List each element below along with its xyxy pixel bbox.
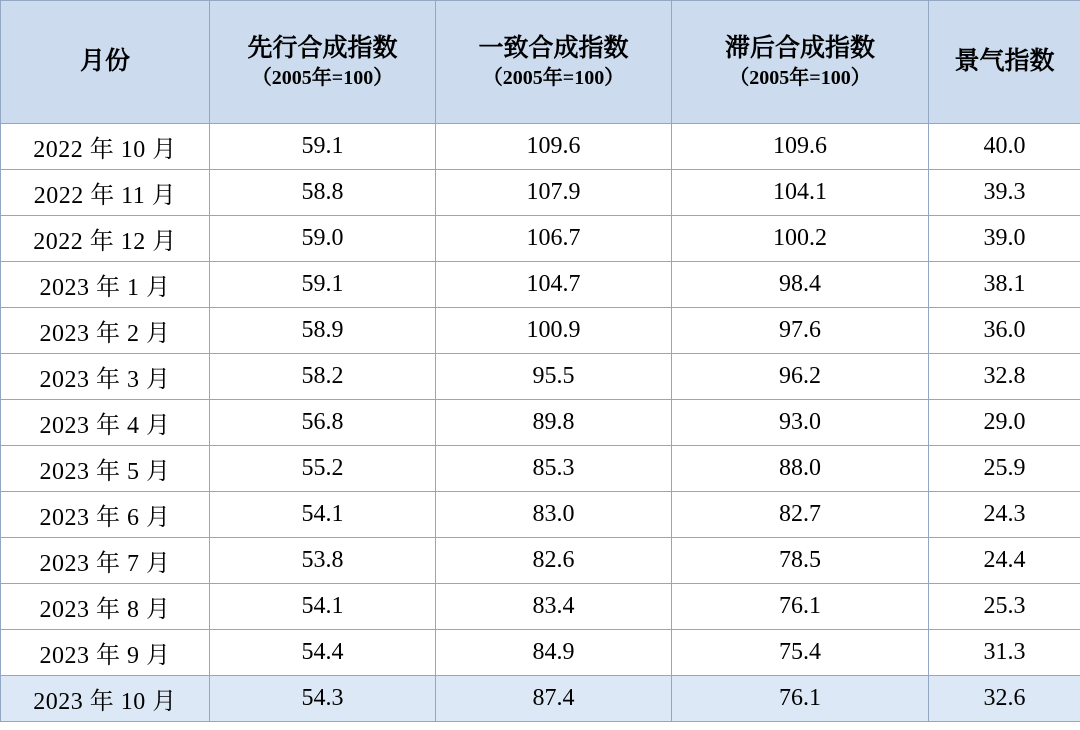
cell-month: 2023 年 10 月 <box>1 676 210 722</box>
cell-coincident-index: 84.9 <box>436 630 672 676</box>
table-row <box>1 216 1080 262</box>
cell-month: 2022 年 12 月 <box>1 216 210 262</box>
cell-leading-index: 58.9 <box>210 308 436 354</box>
cell-leading-index: 55.2 <box>210 446 436 492</box>
column-header-lagging-index-label: 滞后合成指数 <box>724 34 875 62</box>
cell-coincident-index: 82.6 <box>436 538 672 584</box>
cell-prosperity-index: 39.0 <box>929 216 1080 262</box>
cell-leading-index: 56.8 <box>210 400 436 446</box>
cell-leading-index: 53.8 <box>210 538 436 584</box>
cell-prosperity-index: 38.1 <box>929 262 1080 308</box>
column-header-coincident-index-label: 一致合成指数 <box>478 34 629 62</box>
cell-coincident-index: 109.6 <box>436 124 672 170</box>
column-header-coincident-index-sublabel: （2005年=100） <box>482 67 625 90</box>
cell-lagging-index: 76.1 <box>672 584 929 630</box>
cell-leading-index: 54.3 <box>210 676 436 722</box>
cell-lagging-index: 78.5 <box>672 538 929 584</box>
cell-coincident-index: 106.7 <box>436 216 672 262</box>
cell-leading-index: 54.1 <box>210 584 436 630</box>
cell-prosperity-index: 31.3 <box>929 630 1080 676</box>
cell-month: 2023 年 6 月 <box>1 492 210 538</box>
cell-lagging-index: 100.2 <box>672 216 929 262</box>
table-row <box>1 170 1080 216</box>
cell-lagging-index: 104.1 <box>672 170 929 216</box>
cell-coincident-index: 104.7 <box>436 262 672 308</box>
column-header-prosperity-index <box>929 1 1080 124</box>
cell-coincident-index: 83.4 <box>436 584 672 630</box>
cell-month: 2023 年 4 月 <box>1 400 210 446</box>
column-header-leading-index <box>210 1 436 124</box>
cell-prosperity-index: 32.6 <box>929 676 1080 722</box>
cell-lagging-index: 76.1 <box>672 676 929 722</box>
cell-prosperity-index: 25.3 <box>929 584 1080 630</box>
table-row <box>1 446 1080 492</box>
table-row <box>1 124 1080 170</box>
cell-leading-index: 58.8 <box>210 170 436 216</box>
cell-coincident-index: 100.9 <box>436 308 672 354</box>
cell-prosperity-index: 24.3 <box>929 492 1080 538</box>
cell-coincident-index: 85.3 <box>436 446 672 492</box>
cell-month: 2023 年 1 月 <box>1 262 210 308</box>
cell-prosperity-index: 29.0 <box>929 400 1080 446</box>
column-header-lagging-index-sublabel: （2005年=100） <box>729 67 871 90</box>
cell-lagging-index: 75.4 <box>672 630 929 676</box>
cell-prosperity-index: 36.0 <box>929 308 1080 354</box>
cell-month: 2022 年 10 月 <box>1 124 210 170</box>
cell-month: 2023 年 3 月 <box>1 354 210 400</box>
table-body <box>1 124 1080 722</box>
cell-prosperity-index: 39.3 <box>929 170 1080 216</box>
cell-lagging-index: 93.0 <box>672 400 929 446</box>
cell-lagging-index: 96.2 <box>672 354 929 400</box>
cell-coincident-index: 89.8 <box>436 400 672 446</box>
cell-prosperity-index: 32.8 <box>929 354 1080 400</box>
cell-prosperity-index: 25.9 <box>929 446 1080 492</box>
cell-lagging-index: 98.4 <box>672 262 929 308</box>
cell-leading-index: 59.1 <box>210 262 436 308</box>
cell-coincident-index: 83.0 <box>436 492 672 538</box>
column-header-month <box>1 1 210 124</box>
table-row <box>1 262 1080 308</box>
column-header-coincident-index <box>436 1 672 124</box>
cell-lagging-index: 97.6 <box>672 308 929 354</box>
column-header-lagging-index <box>672 1 929 124</box>
column-header-leading-index-sublabel: （2005年=100） <box>251 67 394 90</box>
cell-lagging-index: 82.7 <box>672 492 929 538</box>
cell-month: 2023 年 5 月 <box>1 446 210 492</box>
cell-leading-index: 58.2 <box>210 354 436 400</box>
cell-leading-index: 59.1 <box>210 124 436 170</box>
table-row <box>1 630 1080 676</box>
cell-coincident-index: 95.5 <box>436 354 672 400</box>
column-header-month-label: 月份 <box>79 48 130 76</box>
table-row <box>1 584 1080 630</box>
cell-month: 2023 年 7 月 <box>1 538 210 584</box>
table-row <box>1 308 1080 354</box>
cell-month: 2023 年 2 月 <box>1 308 210 354</box>
cell-leading-index: 59.0 <box>210 216 436 262</box>
cell-lagging-index: 109.6 <box>672 124 929 170</box>
table-header-row <box>1 1 1080 124</box>
cell-month: 2022 年 11 月 <box>1 170 210 216</box>
cell-prosperity-index: 24.4 <box>929 538 1080 584</box>
cell-coincident-index: 107.9 <box>436 170 672 216</box>
cell-leading-index: 54.1 <box>210 492 436 538</box>
table-row-highlighted <box>1 676 1080 722</box>
cell-month: 2023 年 8 月 <box>1 584 210 630</box>
cell-leading-index: 54.4 <box>210 630 436 676</box>
cell-coincident-index: 87.4 <box>436 676 672 722</box>
column-header-prosperity-index-label: 景气指数 <box>954 48 1055 76</box>
cell-month: 2023 年 9 月 <box>1 630 210 676</box>
table-row <box>1 538 1080 584</box>
table-row <box>1 354 1080 400</box>
cell-prosperity-index: 40.0 <box>929 124 1080 170</box>
column-header-leading-index-label: 先行合成指数 <box>247 34 398 62</box>
table-row <box>1 492 1080 538</box>
table-row <box>1 400 1080 446</box>
table-header <box>1 1 1080 124</box>
cell-lagging-index: 88.0 <box>672 446 929 492</box>
